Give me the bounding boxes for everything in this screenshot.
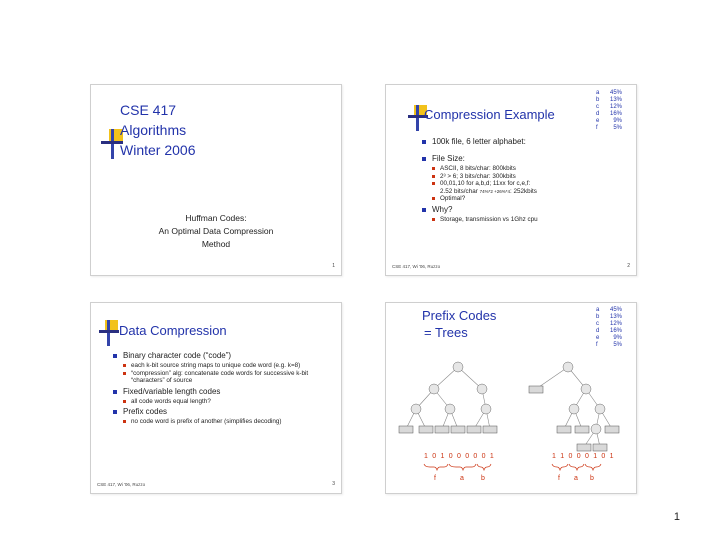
encoded-bits-left: 1 0 1 0 0 0 0 0 1 [424, 453, 495, 460]
slide-title: Data Compression [119, 323, 227, 338]
slide-page-number: 3 [332, 481, 335, 487]
course-title-line-1: CSE 417 [120, 102, 177, 118]
slide-title-line-1: Prefix Codes [422, 308, 497, 323]
slide-page-number: 1 [332, 263, 335, 269]
frequency-table: a 45% b 13% c 12% d 16% e 9% f 5% [596, 90, 622, 131]
document-page-number: 1 [673, 511, 680, 523]
slide-page-number: 2 [627, 263, 630, 269]
decoded-letter-right-2: a [574, 475, 578, 482]
decoded-letter-left-1: f [434, 475, 436, 482]
bullet-why: Why? Storage, transmission vs 1Ghz cpu [422, 205, 632, 224]
sub-storage: Storage, transmission vs 1Ghz cpu [432, 216, 632, 224]
decoded-letter-right-3: b [590, 475, 594, 482]
decoded-letter-left-2: a [460, 475, 464, 482]
subtitle-line-1: Huffman Codes: [185, 213, 247, 223]
slide-2 [385, 84, 637, 276]
slide-footer: CSE 417, Wi '06, Ruzzo [97, 482, 146, 487]
sub-no-prefix: no code word is prefix of another (simplifies decoding) [123, 418, 335, 426]
sub-ascii: ASCII, 8 bits/char: 800kbits [432, 165, 632, 173]
sub-3bit: 2³ > 6; 3 bits/char: 300kbits [432, 173, 632, 181]
bullet-list [113, 351, 335, 428]
tree-internal-nodes [411, 362, 605, 434]
bullet-binary-code: Binary character code (“code”) each k-bit source string maps to unique code word (e.g. k=8) “compression” alg: concatenate code words for successive k-bit “characters” of source [113, 351, 335, 385]
sub-equal-length: all code words equal length? [123, 398, 335, 406]
bit-group-braces [386, 463, 636, 475]
subtitle-line-2: An Optimal Data Compression [158, 226, 274, 236]
bullet-file-size: File Size: ASCII, 8 bits/char: 800kbits 2³ > 6; 3 bits/char: 300kbits 00,01,10 for a,b,d; 11xx for c,e,f: 2.52 bits/char 74%*2 +26%*4: 252kbits Optimal? [422, 154, 632, 203]
bullet-file-info: 100k file, 6 letter alphabet: [422, 137, 632, 147]
sub-variable: 00,01,10 for a,b,d; 11xx for c,e,f: 2.52 bits/char 74%*2 +26%*4: 252kbits [432, 180, 632, 195]
slide-3 [90, 302, 342, 494]
subtitle [91, 212, 341, 251]
decoded-letter-right-1: f [558, 475, 560, 482]
slide-decoration [99, 320, 119, 346]
course-title-line-2: Algorithms [120, 122, 187, 138]
course-title-line-3: Winter 2006 [120, 142, 196, 158]
frequency-table: a 45% b 13% c 12% d 16% e 9% f 5% [596, 307, 622, 348]
slide-title-line-2: = Trees [424, 325, 468, 340]
slide-footer: CSE 417, Wi '06, Ruzzo [392, 264, 441, 269]
sub-kbit: each k-bit source string maps to unique code word (e.g. k=8) [123, 362, 335, 370]
bullet-prefix-codes: Prefix codes no code word is prefix of another (simplifies decoding) [113, 407, 335, 426]
sub-compression-alg: “compression” alg: concatenate code words for successive k-bit “characters” of source [123, 370, 335, 385]
slide-title: Compression Example [424, 107, 555, 122]
slide-1 [90, 84, 342, 276]
bullet-fixed-variable: Fixed/variable length codes all code words equal length? [113, 387, 335, 406]
bullet-list [422, 137, 632, 225]
sub-optimal: Optimal? [432, 195, 632, 203]
subtitle-line-3: Method [201, 239, 231, 249]
tree-leaf-nodes [399, 386, 619, 451]
encoded-bits-right: 1 1 0 0 0 1 0 1 [552, 453, 615, 460]
decoded-letter-left-3: b [481, 475, 485, 482]
tree-edges [406, 367, 612, 447]
slide-4 [385, 302, 637, 494]
